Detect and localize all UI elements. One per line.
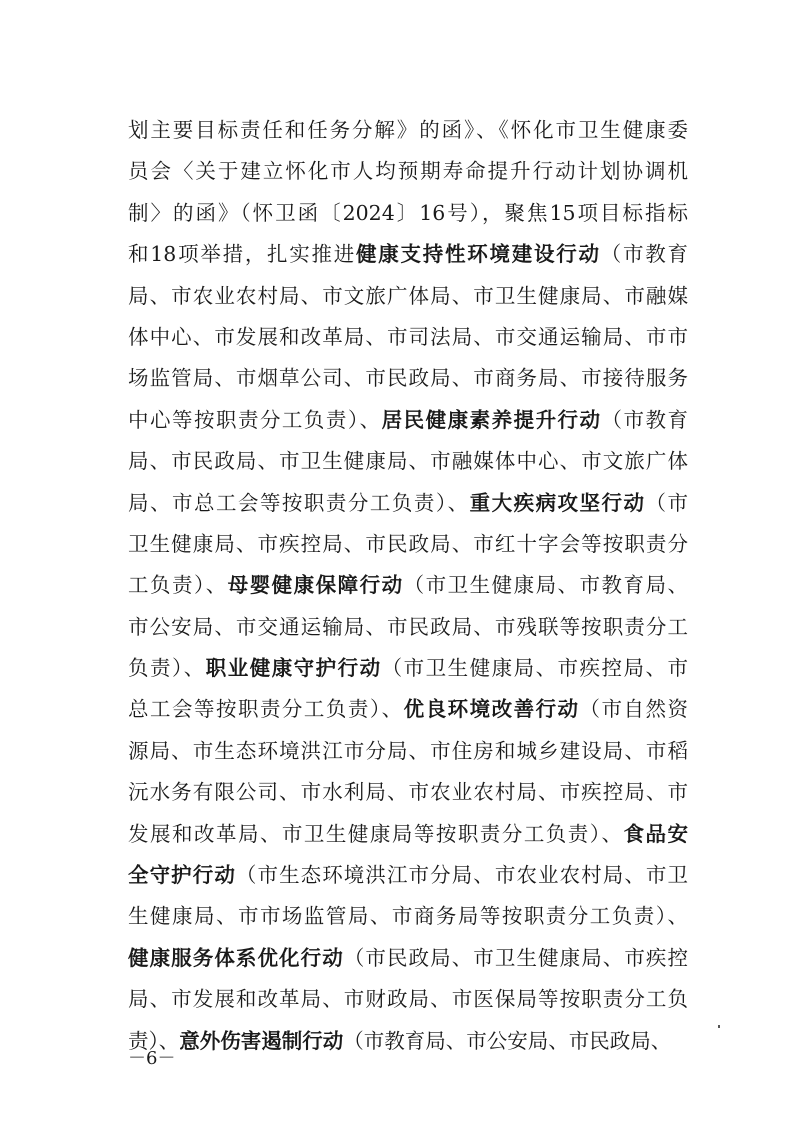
text-line bbox=[128, 524, 688, 565]
text-line bbox=[128, 648, 688, 689]
text-run: 划主要目标责任和任务分解》的函》、《怀化市卫生健康委 bbox=[128, 118, 688, 142]
text-line bbox=[128, 1021, 688, 1062]
text-run: 工负责）、 bbox=[128, 573, 228, 598]
text-run: （市民政局、市卫生健康局、市疾控 bbox=[343, 945, 689, 970]
text-run: （市卫生健康局、市疾控局、市 bbox=[381, 656, 689, 681]
text-line bbox=[128, 772, 688, 813]
bold-action-title: 食品安 bbox=[623, 821, 689, 846]
bold-action-title: 重大疾病攻坚行动 bbox=[469, 490, 646, 515]
text-run: （市生态环境洪江市分局、市农业农村局、市卫 bbox=[235, 863, 689, 888]
text-run: 责）、 bbox=[128, 1028, 180, 1053]
text-line bbox=[128, 358, 688, 399]
text-run: 中心等按职责分工负责）、 bbox=[128, 407, 382, 432]
text-line bbox=[128, 731, 688, 772]
text-run: 负责）、 bbox=[128, 656, 206, 681]
text-line bbox=[128, 607, 688, 648]
text-line bbox=[128, 855, 688, 896]
text-line bbox=[128, 938, 688, 979]
bold-action-title: 全守护行动 bbox=[128, 863, 236, 888]
body-paragraph bbox=[128, 110, 688, 1062]
text-line bbox=[128, 441, 688, 482]
text-line bbox=[128, 400, 688, 441]
bold-action-title: 优良环境改善行动 bbox=[403, 697, 580, 722]
bold-action-title: 健康服务体系优化行动 bbox=[128, 945, 344, 970]
text-run: 卫生健康局、市疾控局、市民政局、市红十字会等按职责分 bbox=[128, 531, 688, 556]
text-run: （市教育局、市公安局、市民政局、 bbox=[343, 1028, 672, 1053]
text-line bbox=[128, 979, 688, 1020]
text-run: 局、市民政局、市卫生健康局、市融媒体中心、市文旅广体 bbox=[128, 449, 688, 474]
text-run: （市教育 bbox=[600, 242, 689, 267]
text-run: 发展和改革局、市卫生健康局等按职责分工负责）、 bbox=[128, 821, 624, 846]
bold-action-title: 居民健康素养提升行动 bbox=[381, 407, 602, 432]
text-run: 总工会等按职责分工负责）、 bbox=[128, 697, 404, 722]
bold-action-title: 意外伤害遏制行动 bbox=[179, 1028, 344, 1053]
text-run: 员会〈关于建立怀化市人均预期寿命提升行动计划协调机 bbox=[128, 159, 688, 184]
bold-action-title: 职业健康守护行动 bbox=[205, 656, 382, 681]
text-line bbox=[128, 814, 688, 855]
text-run: （市自然资 bbox=[579, 697, 689, 722]
text-run: 生健康局、市市场监管局、市商务局等按职责分工负责）、 bbox=[128, 904, 688, 929]
text-line bbox=[128, 276, 688, 317]
text-line bbox=[128, 317, 688, 358]
text-run: 源局、市生态环境洪江市分局、市住房和城乡建设局、市稻 bbox=[128, 738, 688, 763]
text-run: （市 bbox=[645, 490, 689, 515]
text-line bbox=[128, 234, 688, 275]
text-line bbox=[128, 110, 688, 151]
text-run: 体中心、市发展和改革局、市司法局、市交通运输局、市市 bbox=[128, 324, 688, 349]
text-run: （市卫生健康局、市教育局、 bbox=[403, 573, 689, 598]
text-run: 制〉的函》（怀卫函〔2024〕16号），聚焦15项目标指标 bbox=[128, 200, 688, 225]
text-line bbox=[128, 896, 688, 937]
text-run: 和18项举措，扎实推进 bbox=[128, 242, 357, 267]
scan-speck bbox=[718, 1025, 720, 1028]
text-line bbox=[128, 193, 688, 234]
page-number: －6－ bbox=[128, 1048, 176, 1069]
text-line bbox=[128, 151, 688, 192]
bold-action-title: 母婴健康保障行动 bbox=[227, 573, 404, 598]
text-line bbox=[128, 689, 688, 730]
text-run: 局、市发展和改革局、市财政局、市医保局等按职责分工负 bbox=[128, 987, 688, 1012]
text-line bbox=[128, 483, 688, 524]
text-run: 场监管局、市烟草公司、市民政局、市商务局、市接待服务 bbox=[128, 366, 688, 391]
text-run: （市教育 bbox=[601, 407, 689, 432]
bold-action-title: 健康支持性环境建设行动 bbox=[356, 242, 601, 267]
text-run: 市公安局、市交通运输局、市民政局、市残联等按职责分工 bbox=[128, 614, 688, 639]
text-run: 沅水务有限公司、市水利局、市农业农村局、市疾控局、市 bbox=[128, 780, 688, 805]
text-run: 局、市农业农村局、市文旅广体局、市卫生健康局、市融媒 bbox=[128, 283, 688, 308]
text-line bbox=[128, 565, 688, 606]
text-run: 局、市总工会等按职责分工负责）、 bbox=[128, 490, 470, 515]
